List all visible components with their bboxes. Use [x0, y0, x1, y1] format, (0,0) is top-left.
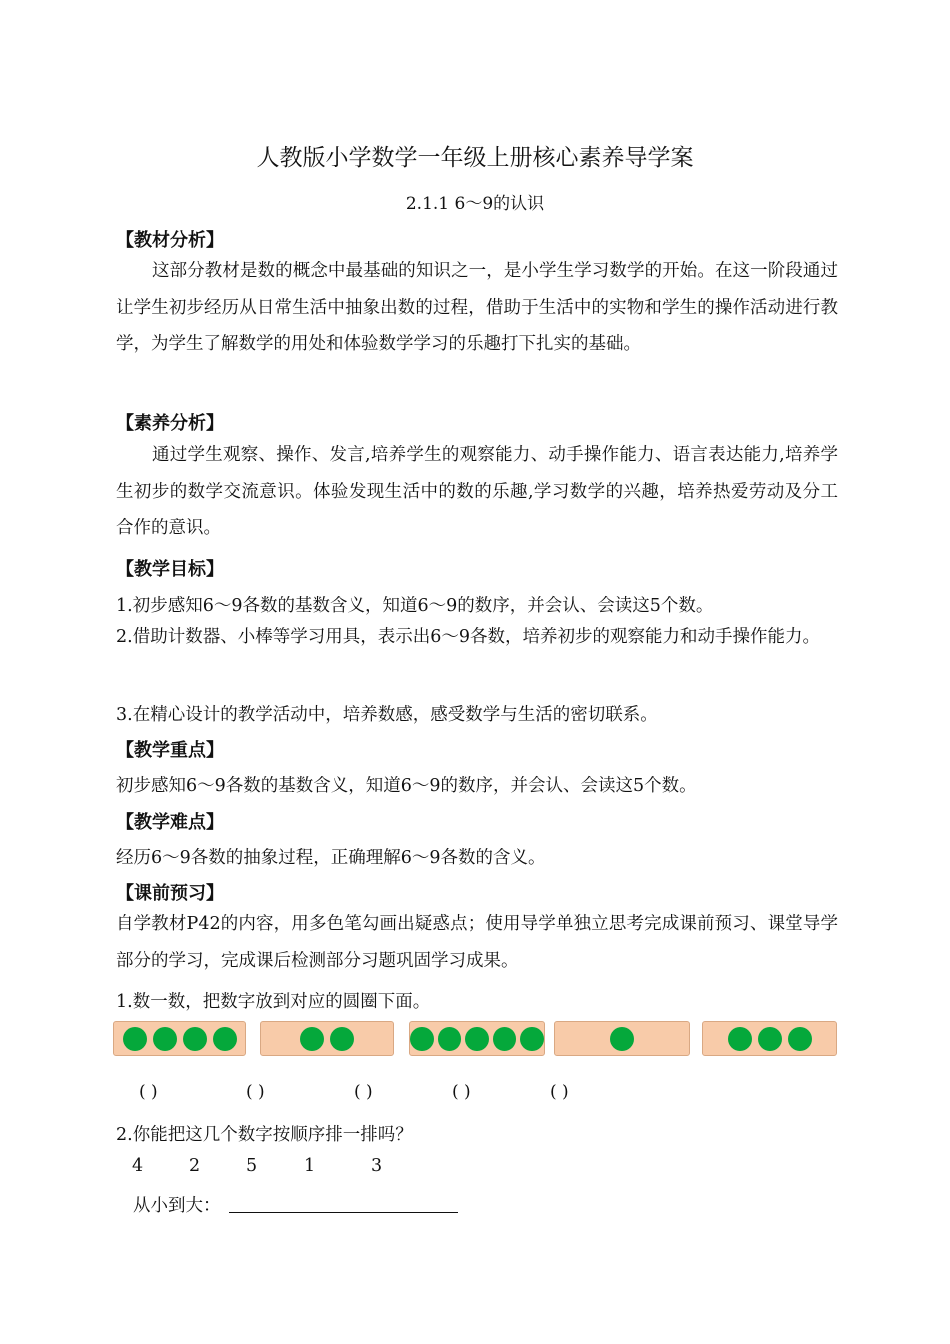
green-dot: [330, 1027, 354, 1051]
green-dot: [153, 1027, 177, 1051]
difficulties-text: 经历6～9各数的抽象过程，正确理解6～9各数的含义。: [116, 848, 546, 868]
material-analysis-text: 这部分教材是数的概念中最基础的知识之一，是小学生学习数学的开始。在这一阶段通过让学生初步经历从日常生活中抽象出数的过程，借助于生活中的实物和学生的操作活动进行教学，为学生了解数学的用处和体验数学学习的乐趣打下扎实的基础。: [116, 261, 838, 354]
goal-item-1: 1.初步感知6～9各数的基数含义，知道6～9的数序，并会认、会读这5个数。: [116, 596, 714, 616]
key-points-text: 初步感知6～9各数的基数含义，知道6～9的数序，并会认、会读这5个数。: [116, 776, 697, 796]
heading-key-points: 【教学重点】: [116, 740, 224, 761]
green-dot: [610, 1027, 634, 1051]
ascending-order-answer-line[interactable]: [229, 1212, 458, 1213]
goal-item-2: 2.借助计数器、小棒等学习用具，表示出6～9各数，培养初步的观察能力和动手操作能力。: [116, 627, 820, 647]
exercise-2-prompt: 2.你能把这几个数字按顺序排一排吗？: [116, 1125, 413, 1145]
green-dot: [213, 1027, 237, 1051]
answer-slot-4[interactable]: ( ): [452, 1082, 471, 1102]
heading-teaching-goals: 【教学目标】: [116, 559, 224, 580]
green-dot: [410, 1027, 434, 1051]
green-dot: [465, 1027, 489, 1051]
green-dot: [438, 1027, 462, 1051]
answer-slot-3[interactable]: ( ): [354, 1082, 373, 1102]
heading-literacy-analysis: 【素养分析】: [116, 413, 224, 434]
green-dot: [728, 1027, 752, 1051]
dot-panel: [113, 1021, 246, 1056]
heading-material-analysis: 【教材分析】: [116, 230, 224, 251]
heading-difficulties: 【教学难点】: [116, 812, 224, 833]
literacy-analysis-text: 通过学生观察、操作、发言,培养学生的观察能力、动手操作能力、语言表达能力,培养学生初步的数学交流意识。体验发现生活中的数的乐趣,学习数学的兴趣，培养热爱劳动及分工合作的意识。: [116, 445, 838, 538]
green-dot: [300, 1027, 324, 1051]
green-dot: [123, 1027, 147, 1051]
green-dot: [520, 1027, 544, 1051]
sequence-number: 4: [132, 1156, 144, 1176]
green-dot: [758, 1027, 782, 1051]
green-dot: [788, 1027, 812, 1051]
sequence-number: 3: [371, 1156, 383, 1176]
dot-panel: [260, 1021, 394, 1056]
answer-slot-2[interactable]: ( ): [246, 1082, 265, 1102]
ascending-order-label: 从小到大：: [133, 1196, 221, 1216]
green-dot: [493, 1027, 517, 1051]
dot-panel: [554, 1021, 690, 1056]
green-dot: [183, 1027, 207, 1051]
sequence-number: 5: [246, 1156, 258, 1176]
lesson-subtitle: 2.1.1 6～9的认识: [405, 194, 545, 214]
goal-item-3: 3.在精心设计的教学活动中，培养数感，感受数学与生活的密切联系。: [116, 705, 658, 725]
preview-text: 自学教材P42的内容，用多色笔勾画出疑惑点；使用导学单独立思考完成课前预习、课堂导学部分的学习，完成课后检测部分习题巩固学习成果。: [116, 914, 838, 971]
sequence-number: 1: [304, 1156, 316, 1176]
answer-slot-1[interactable]: ( ): [139, 1082, 158, 1102]
document-title: 人教版小学数学一年级上册核心素养导学案: [256, 145, 694, 171]
dot-panel: [409, 1021, 545, 1056]
answer-slot-5[interactable]: ( ): [550, 1082, 569, 1102]
exercise-1-prompt: 1.数一数，把数字放到对应的圆圈下面。: [116, 992, 431, 1012]
dot-panel: [702, 1021, 837, 1056]
sequence-number: 2: [189, 1156, 201, 1176]
heading-preview: 【课前预习】: [116, 883, 224, 904]
